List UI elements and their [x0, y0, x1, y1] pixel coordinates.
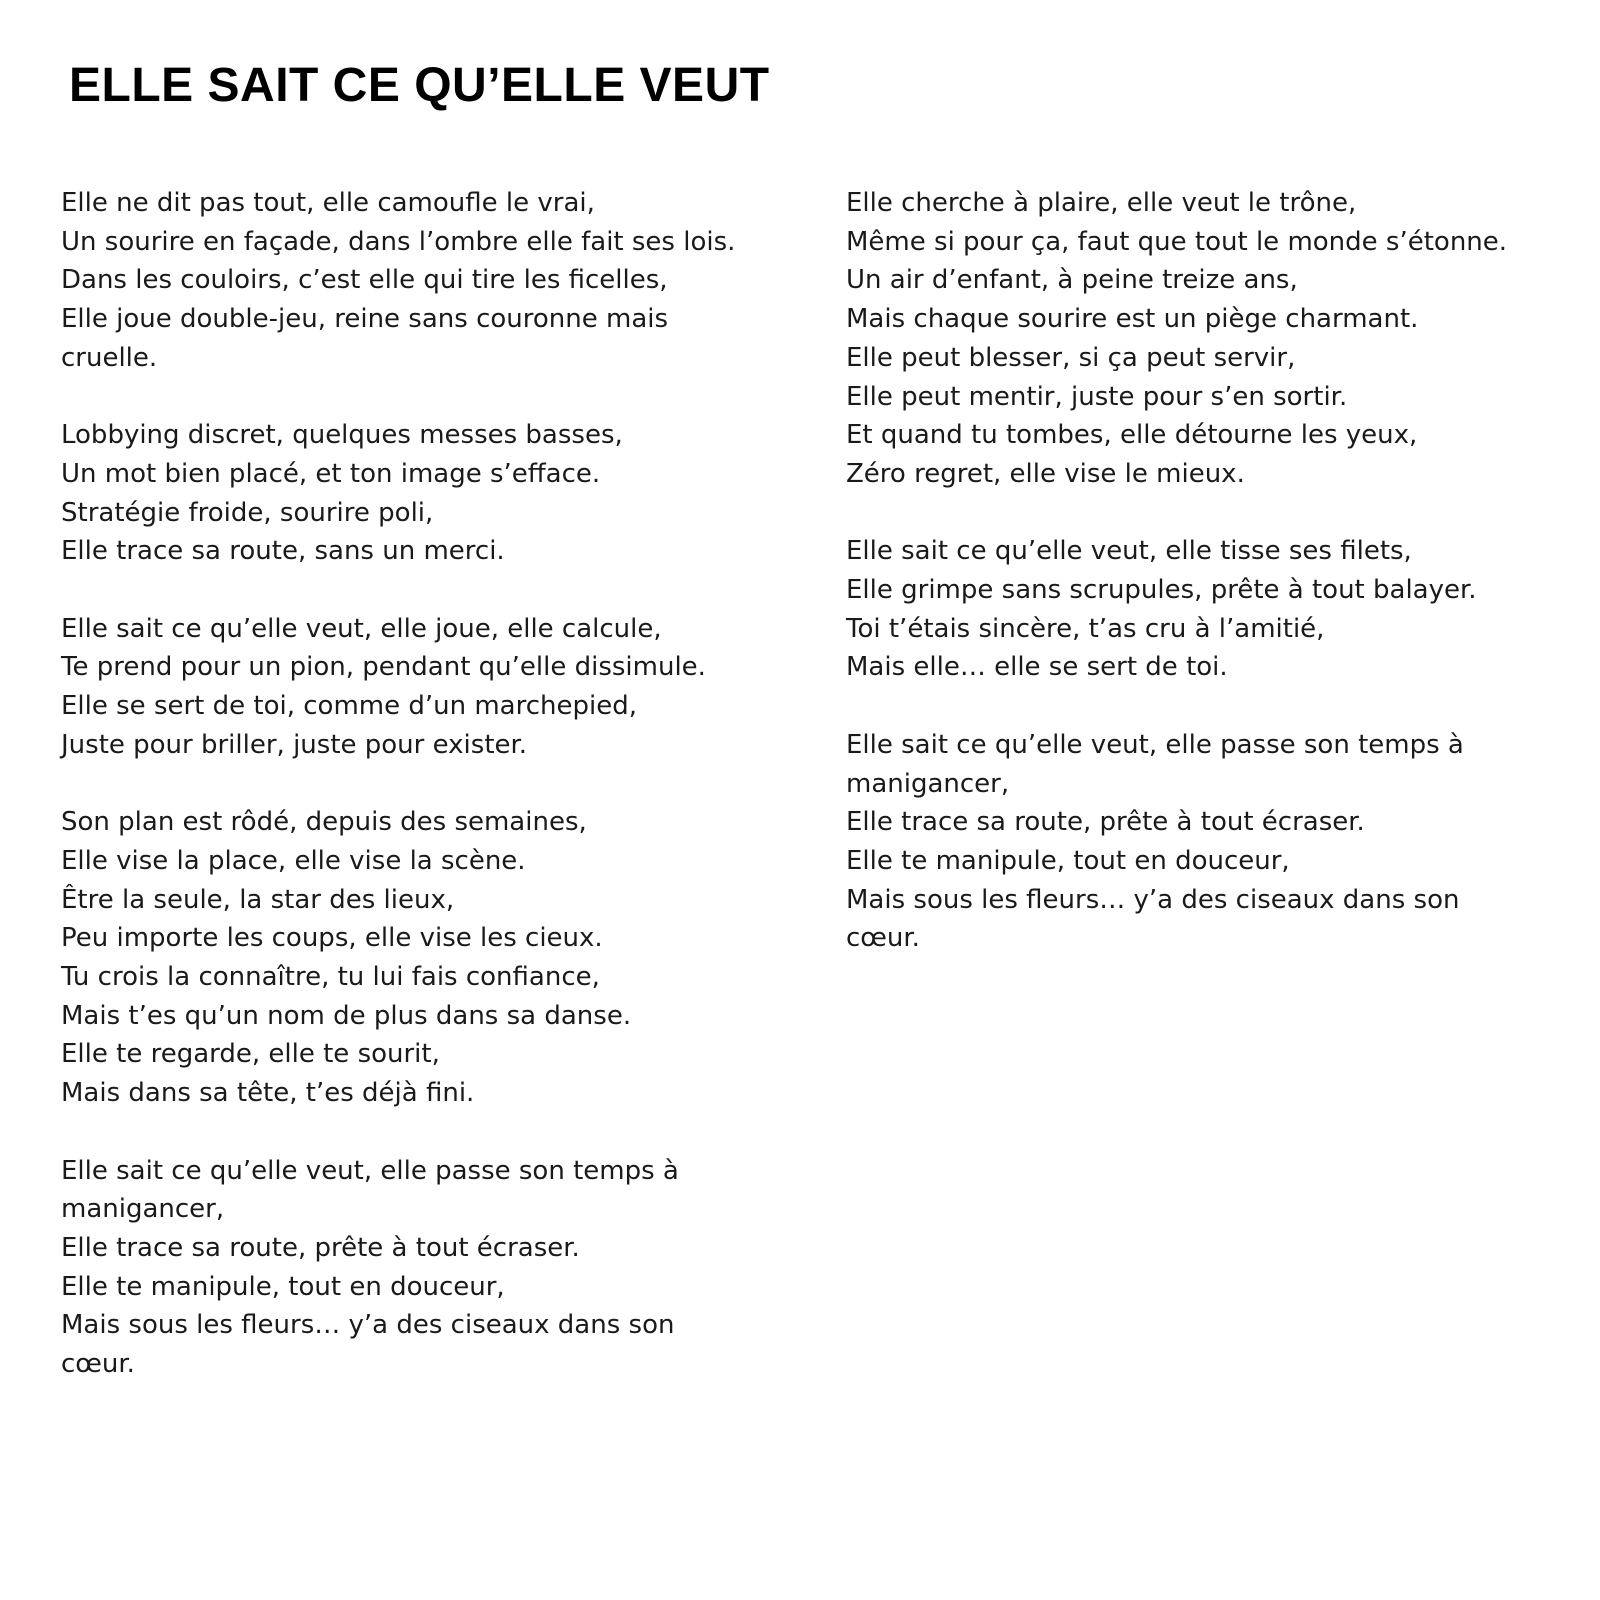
lyric-line: Stratégie froide, sourire poli,: [61, 497, 434, 528]
stanza: [61, 803, 801, 1113]
lyric-line: Mais t’es qu’un nom de plus dans sa danse.: [61, 1000, 632, 1031]
lyric-line: Elle se sert de toi, comme d’un marchepied,: [61, 691, 637, 722]
lyric-line: cruelle.: [61, 342, 158, 373]
lyric-line: Un air d’enfant, à peine treize ans,: [846, 265, 1298, 296]
lyric-line: Un mot bien placé, et ton image s’efface.: [61, 458, 601, 489]
lyric-line: manigancer,: [846, 768, 1010, 799]
stanza: [61, 416, 801, 571]
lyric-line: Tu crois la connaître, tu lui fais confiance,: [61, 962, 600, 993]
lyric-line: Même si pour ça, faut que tout le monde s’étonne.: [846, 226, 1508, 257]
lyric-line: Te prend pour un pion, pendant qu’elle dissimule.: [61, 652, 706, 683]
left-lyrics-column: [61, 184, 801, 1422]
lyric-line: Un sourire en façade, dans l’ombre elle fait ses lois.: [61, 226, 736, 257]
lyric-line: Elle trace sa route, prête à tout écraser.: [61, 1232, 580, 1263]
lyric-line: Elle ne dit pas tout, elle camoufle le vrai,: [61, 188, 595, 218]
lyric-line: Elle te manipule, tout en douceur,: [61, 1271, 505, 1302]
lyric-line: Dans les couloirs, c’est elle qui tire les ficelles,: [61, 265, 668, 296]
stanza: [61, 610, 801, 765]
lyric-line: Elle grimpe sans scrupules, prête à tout balayer.: [846, 575, 1477, 606]
lyric-line: Elle peut blesser, si ça peut servir,: [846, 342, 1296, 373]
lyric-line: Elle te manipule, tout en douceur,: [846, 845, 1290, 876]
lyric-line: Toi t’étais sincère, t’as cru à l’amitié,: [846, 613, 1325, 644]
lyric-line: Elle te regarde, elle te sourit,: [61, 1039, 440, 1070]
stanza: [846, 532, 1586, 687]
lyric-line: Elle sait ce qu’elle veut, elle joue, elle calcule,: [61, 613, 662, 644]
lyric-line: Être la seule, la star des lieux,: [61, 884, 455, 915]
stanza: [61, 184, 801, 378]
lyric-line: Juste pour briller, juste pour exister.: [61, 729, 528, 760]
lyric-line: cœur.: [846, 923, 920, 954]
lyric-line: Elle trace sa route, sans un merci.: [61, 536, 505, 567]
lyric-line: Lobbying discret, quelques messes basses,: [61, 420, 623, 451]
lyric-line: Elle joue double-jeu, reine sans couronne mais: [61, 304, 669, 335]
lyric-line: Elle cherche à plaire, elle veut le trône,: [846, 188, 1357, 218]
lyric-line: Peu importe les coups, elle vise les cieux.: [61, 923, 603, 954]
lyric-line: Elle sait ce qu’elle veut, elle tisse ses filets,: [846, 536, 1412, 567]
stanza: [846, 726, 1586, 958]
lyric-line: Mais sous les fleurs… y’a des ciseaux dans son: [61, 1310, 675, 1341]
page-title: ELLE SAIT CE QU’ELLE VEUT: [69, 59, 770, 112]
lyric-line: Elle vise la place, elle vise la scène.: [61, 845, 526, 876]
lyric-line: Mais sous les fleurs… y’a des ciseaux dans son: [846, 884, 1460, 915]
lyric-line: Mais dans sa tête, t’es déjà fini.: [61, 1078, 475, 1109]
lyric-line: Et quand tu tombes, elle détourne les yeux,: [846, 420, 1418, 451]
lyric-line: manigancer,: [61, 1194, 225, 1225]
lyric-line: Son plan est rôdé, depuis des semaines,: [61, 807, 587, 838]
lyric-line: Mais elle… elle se sert de toi.: [846, 652, 1228, 683]
stanza: [61, 1152, 801, 1384]
lyric-line: Elle sait ce qu’elle veut, elle passe son temps à: [846, 729, 1464, 760]
stanza: [846, 184, 1586, 494]
lyric-line: Elle trace sa route, prête à tout écraser.: [846, 807, 1365, 838]
lyric-line: Zéro regret, elle vise le mieux.: [846, 458, 1245, 489]
lyric-line: Mais chaque sourire est un piège charmant.: [846, 304, 1419, 335]
lyric-line: Elle peut mentir, juste pour s’en sortir.: [846, 381, 1348, 412]
lyric-line: Elle sait ce qu’elle veut, elle passe son temps à: [61, 1155, 679, 1186]
right-lyrics-column: [846, 184, 1586, 997]
lyric-line: cœur.: [61, 1349, 135, 1380]
